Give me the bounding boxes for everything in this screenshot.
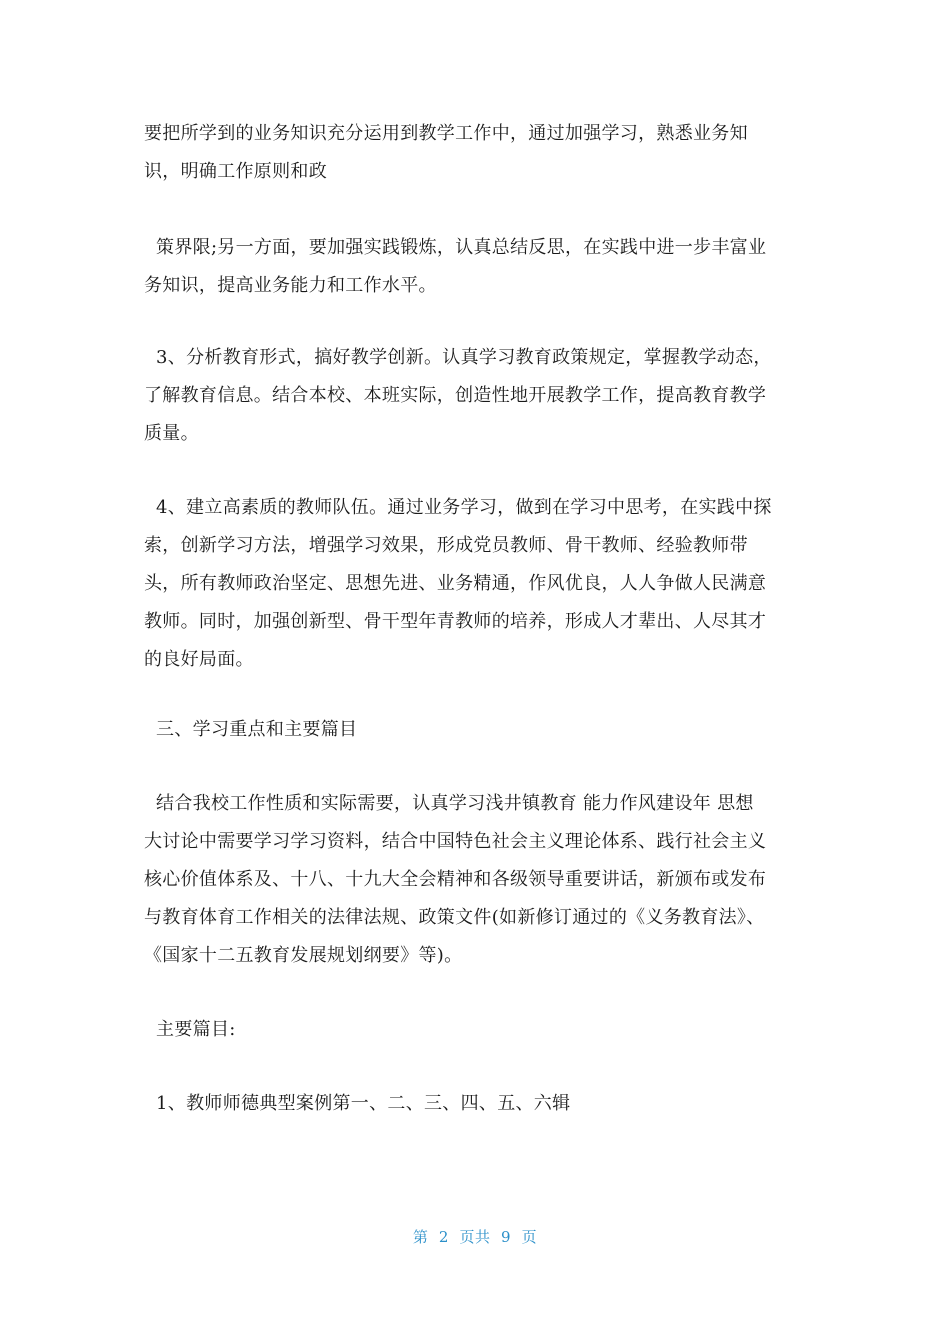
- page-footer: [0, 1226, 950, 1247]
- paragraph-practice: 策界限;另一方面，要加强实践锻炼，认真总结反思，在实践中进一步丰富业 务知识，提高业务能力和工作水平。: [144, 237, 767, 296]
- footer-prefix: 第: [412, 1228, 429, 1246]
- paragraph-study-focus: 结合我校工作性质和实际需要，认真学习浅井镇教育 能力作风建设年 思想 大讨论中需要学习学习资料，结合中国特色社会主义理论体系、践行社会主义 核心价值体系及、十八、十九大全会精神和各级领导重要讲话，新颁布或发布 与教育体育工作相关的法律法规、政策文件(如新修订通过的《义务教育法》、 《国家十二五教育发展规划纲要》等)。: [144, 793, 767, 966]
- footer-page-number: 2: [438, 1228, 449, 1246]
- paragraph-main-titles-label: 主要篇目:: [144, 1019, 236, 1040]
- paragraph-policy-continuation: 要把所学到的业务知识充分运用到教学工作中，通过加强学习，熟悉业务知 识，明确工作原则和政: [144, 123, 748, 182]
- paragraph-item-3: 3、分析教育形式，搞好教学创新。认真学习教育政策规定，掌握教学动态， 了解教育信息。结合本校、本班实际，创造性地开展教学工作，提高教育教学 质量。: [144, 347, 772, 444]
- section-heading-3: 三、学习重点和主要篇目: [144, 719, 358, 740]
- footer-total-pages: 9: [501, 1228, 512, 1246]
- footer-middle: 页共: [459, 1228, 491, 1246]
- footer-suffix: 页: [521, 1228, 538, 1246]
- paragraph-item-4: 4、建立高素质的教师队伍。通过业务学习，做到在学习中思考，在实践中探 索，创新学习方法，增强学习效果，形成党员教师、骨干教师、经验教师带 头，所有教师政治坚定、思想先进、业务精通，作风优良，人人争做人民满意 教师。同时，加强创新型、骨干型年青教师的培养，形成人才辈出、人尽其才 的良好局面。: [144, 497, 772, 670]
- paragraph-list-item-1: 1、教师师德典型案例第一、二、三、四、五、六辑: [144, 1093, 571, 1114]
